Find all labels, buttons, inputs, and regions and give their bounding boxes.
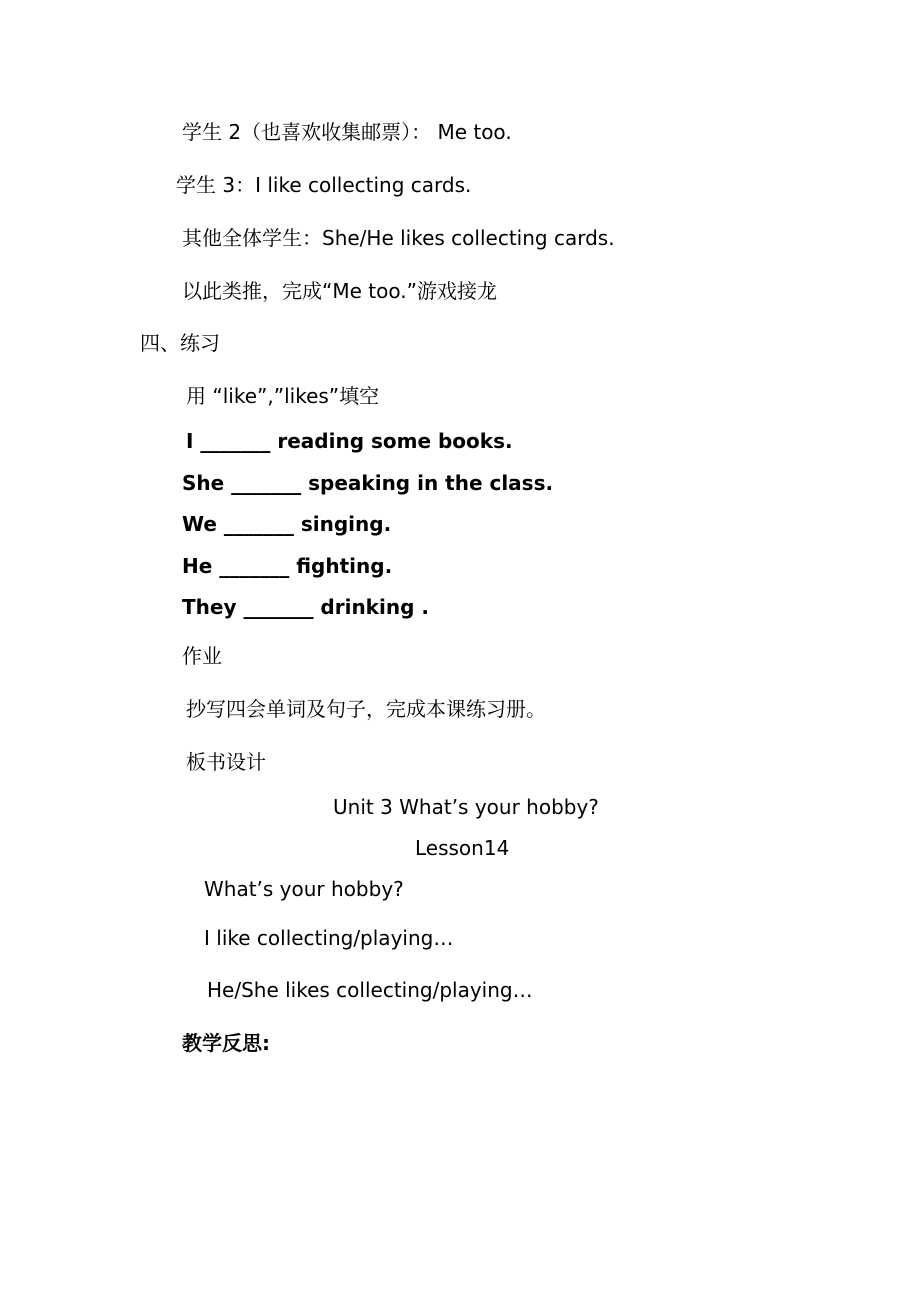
reflection-heading: 教学反思: <box>182 1031 270 1055</box>
section-heading-practice: 四、练习 <box>140 331 220 355</box>
exercise-item: We _______ singing. <box>182 512 392 536</box>
exercise-item: They _______ drinking . <box>182 595 429 619</box>
board-design-heading: 板书设计 <box>186 750 266 774</box>
homework-heading: 作业 <box>182 644 222 668</box>
board-line: I like collecting/playing… <box>204 926 454 950</box>
exercise-instruction: 用 “like”,”likes”填空 <box>186 384 380 408</box>
dialogue-line-others: 其他全体学生：She/He likes collecting cards. <box>182 226 615 250</box>
board-lesson-title: Lesson14 <box>415 836 510 860</box>
exercise-item: I _______ reading some books. <box>186 429 513 453</box>
board-line: He/She likes collecting/playing… <box>207 978 533 1002</box>
exercise-item: She _______ speaking in the class. <box>182 471 554 495</box>
homework-text: 抄写四会单词及句子，完成本课练习册。 <box>186 697 546 721</box>
board-unit-title: Unit 3 What’s your hobby? <box>333 795 599 819</box>
exercise-item: He _______ fighting. <box>182 554 393 578</box>
board-line: What’s your hobby? <box>204 877 404 901</box>
dialogue-line-student3: 学生 3：I like collecting cards. <box>176 173 472 197</box>
game-instruction: 以此类推，完成“Me too.”游戏接龙 <box>182 279 497 303</box>
dialogue-line-student2: 学生 2（也喜欢收集邮票）： Me too. <box>182 120 512 144</box>
